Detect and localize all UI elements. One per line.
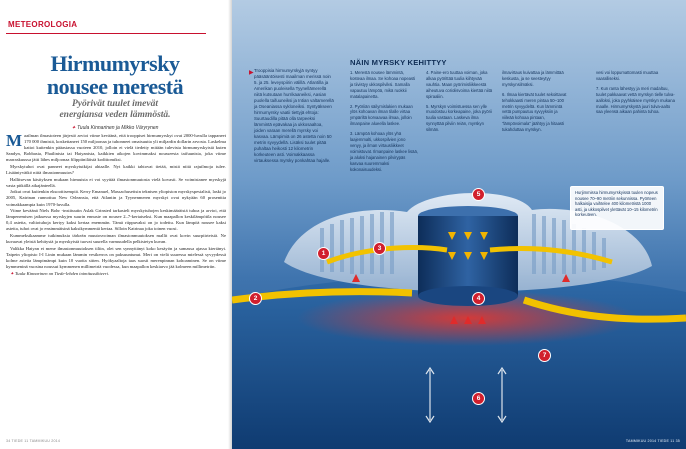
intensity-inset: Hurjimmissa hirmumyrskyissä tuulen nopeus nousee 70–90 metriin sekunnissa. Pyörteen halkaisija vaihtelee 400 kilometristä 1000 asti, ja ukkospilvet ylettävät 10–15 kilometrin korkeuteen. bbox=[570, 186, 664, 230]
article-subtitle bbox=[8, 99, 222, 121]
byline-text: Tuula Kinnarinen ja Mikko Väryrynen bbox=[77, 125, 159, 131]
page-footer-right: TAMMIKUU 2014 TIEDE 11 35 bbox=[625, 439, 680, 443]
steps-column-2 bbox=[426, 70, 494, 137]
step-marker-5: 5 bbox=[472, 188, 485, 201]
section-label: METEOROLOGIA bbox=[8, 20, 78, 29]
step-marker-2: 2 bbox=[249, 292, 262, 305]
step-text-3: 3. Lämpöä kohoaa ylös yhä laajemmalti, ukkospilvien jono venyy, ja ilman virtausliikkeet voimistuvat. Ilmanpaine laskee lisää, ja aluksi hajanainen pilvirypäs kasvaa suuremmaksi kokonaisuudeksi. bbox=[350, 131, 418, 172]
right-page bbox=[232, 0, 686, 449]
storm-eye-bottom bbox=[418, 286, 518, 306]
article-title bbox=[6, 52, 224, 98]
title-line-2: nousee merestä bbox=[46, 74, 184, 99]
body-paragraph: Jotkut ovat kuitenkin eksoottisempiä. Kerry Emanuel, Massachusettsin teknisen yliopiston myrskyspesialisti, laski jo 2005, Katrinan runnottua New Orleansia, että Atlantin ja Tyynenmeren myrskyt ovat nykyään 60 prosenttia voimakkaampia kuin 1970-luvulla. bbox=[6, 189, 226, 207]
page-footer-left: 34 TIEDE 11 TAMMIKUU 2014 bbox=[6, 439, 61, 443]
drop-cap: M bbox=[6, 131, 23, 150]
steps-column-3 bbox=[502, 70, 570, 137]
body-paragraph: Maailman ilmastoteen järjestö arvioi viime keväänä, että trooppiset hirmumyrskyt ovat 2000-luvulla tappaneet 170 000 ihmistä, koskettaneet 150 miljoonaa ja tuhonneet omaisuutta yli miljardin dollarin arvosta. Laskelma kattoi kuitenkin pääasiassa vuoteen 2010, jolloin ei vielä tiedetty mitään tulevista hirmumyrskyistä kuten Sandyn, Bobbasta, Phailinista tai Haiyanista, kaikkien aikojen kovimmaksi nousseesta taifuunista, joka viime marraskuussa jätti lähes miljoonaa filippiiniläistä kodittomiksi. bbox=[6, 131, 226, 163]
step-text-2: 2. Pyöriiän säilymislakien mukaan ylös kohoavan ilman tilalle virtaa ympäriltä korvaavaa ilmaa, jolloin ilmanpaine alueella laskee. bbox=[350, 103, 413, 127]
steps-column-1 bbox=[350, 70, 418, 177]
step-marker-4: 4 bbox=[472, 292, 485, 305]
intro-arrow-icon: ▶ bbox=[249, 70, 254, 76]
step-text-5: 5. Myrskyn voimistuessa sen ylle muodostuu korkeapaine, joka pyörii tuulia vastaan. Laskeva ilma synnyttää pilviin reiän, myrskyn silmän. bbox=[426, 103, 492, 133]
step-marker-6: 6 bbox=[472, 392, 485, 405]
step-text-5-cont: ilmavirtaus kuivattaa ja lämmittää keskusta, ja se seesteytyy myrskynsilmäksi. bbox=[502, 70, 564, 87]
step-text-1: 1. Merestä nousee lämmintä, kosteaa ilmaa. Se kohoaa nopeasti ja tiivistyy ukkospilviksi. Samalla vapautuu lämpöä, mikä ruokkii matalapainetta. bbox=[350, 70, 416, 99]
step-marker-3: 3 bbox=[373, 242, 386, 255]
title-line-1: Hirmumyrsky bbox=[50, 51, 180, 76]
step-marker-7: 7 bbox=[538, 349, 551, 362]
step-text-4: 4. Paine-ero tuuttaa voiman, joka alkaa pyörittää tuulia kiihtyvää vauhtia. Maan pyörimisliikkeestä aiheutuva coriolisvoima kiertää niitä spiraaliin. bbox=[426, 70, 493, 99]
article-body bbox=[6, 133, 226, 277]
body-paragraph: Valikka Haiyan ei mene ilmastonmuutoksen tiliin, olet sen synnyttänyt koko kesäyön ja samassa ajassa kiertänyt. Taipein yliopisto I-I Linin mukaan lämmin vesikerros on paksuuntunut. Meri on vielä suuressa mielessä syvyydessä kolme astetta lämpimämpi kuin 10 vuotta sitten. Hyökyaaltoja taas suosii merenpinnan kohoaminen. Se on viime kymmeninä vuosina noussut kymmenen millimetriä vuodessa, kun maapallon keskiarvo jää kolmeen millimetriin. bbox=[6, 245, 226, 269]
byline-mark: ✦ bbox=[71, 125, 78, 131]
step-marker-1: 1 bbox=[317, 247, 330, 260]
diagram-title: NÄIN MYRSKY KEHITTYY bbox=[350, 58, 447, 67]
left-page bbox=[0, 0, 232, 449]
body-paragraph: Kummeksikaamme tutkimuksia tärkeän muutosvoiman ilmastonmuutoksen mallit ovat kovin suurpiirteisiä. Ne kuvaavat yleistä kehitystä ja myrskyistä tuovat suurella varmuudella pelkistetyn kuvan. bbox=[6, 233, 226, 245]
steps-column-4 bbox=[596, 70, 678, 119]
intro-text: Trooppisia hirmumyrskyjä syntyy pääsääntöisesti maailman merissä noin 5. ja 25. leveyspiirin välillä. Atlantilla ja Amerikan puoleisella Tyynellämerellä niitä kutsutaan hurrikaaneiksi, Aasian puolella taifuuneiksi ja Intian valtamerellä ja Oseaniassa sykloneiksi. Syntyäkseen hirmumyrsky vaatii tiettyjä ehtoja: Suurtaudilla pitää olla tarpeeksi lämmintä epävakaa ja ukkosaaltoa, joiden varaan merellä myrsky voi kasvaa. Lämpimiä on 26 astetta noin 50 metrin syvyydellä. Lisäksi tuulet pitää puhaltaa heikosti 12 kilometrin korkeuteen asti. Voimakkaassa virtauksessa myrsky ponkahtaa hajalle. bbox=[254, 68, 334, 163]
step-text-7: 7. Kun ranta lähestyy ja meri madaltuu, tuulet pakkaavat vettä myrskyn tielle tulva-aalloksi, joka pyyhkäisee myrskyn mukana maalle. Hirmumyrskystä juuri tulva-aalto saa yleensä aikaan pahinta tuhoa. bbox=[596, 85, 675, 115]
body-paragraph: Myrskytuhot ovat panneet myrskytutkijat ahtaalle. Nyt kaikki tahtovat tietää, mistä niitä rajuilmoja tulee. Lisääntyvätkö niitä ilmastonmuutos? bbox=[6, 163, 226, 176]
body-paragraph: Hallitsevan käsityksen mukaan hirmuista ei voi syyttää ilmastonmuutosta vielä kovasti. Se voimistanee myrskyjä vasta pitkällä aikajänteellä. bbox=[6, 176, 226, 188]
author-note: ✦ Tuula Kinnarinen on Tiede-lehden toimitussihteeri. bbox=[10, 270, 110, 276]
byline bbox=[10, 125, 220, 131]
subtitle-line-1: Pyörivät tuulet imevät bbox=[71, 99, 158, 109]
step-text-6-cont: vesi voi loppumattomasti muuttaa vaaralliseksi. bbox=[596, 70, 659, 81]
subtitle-line-2: energiansa veden lämmöstä. bbox=[59, 110, 171, 120]
section-divider bbox=[6, 33, 206, 34]
body-paragraph: Viime keväänä Niels Bohr -instituutin Aslak Grinsted tarkasteli myrskytuhojen keskimääräistä tuhoa ja arvioi, että lämpenemisen jatkuessa myrskyjen suurin ennuste on nousee 2–7-kertaiseksi. Kun maapallon keskilämpötila nousee 0,4 astetta, valtiotuhoja kertyy kaksi kertaa enemmän. Tämä riippuvaksi on jo todettu. Kun lämpöä nousee kaksi astetta, tuhot ovat jo ensimmäisinä kaksikymmentä kertaa. Silloin Katrinaa joka toinen vuosi. bbox=[6, 208, 226, 232]
step-text-6: 6. Ilmaa kiertävät tuulet sekoittavat tehokkaasti meren pintaa 50–100 metrin syvyydeltä. Kun lämmintä vettä pumpautuu syvyyksiin ja viileää kohoaa pintaan, "lämpövoimala" jäähtyy ja hitaasti tukahduttaa myrskyn. bbox=[502, 91, 567, 133]
